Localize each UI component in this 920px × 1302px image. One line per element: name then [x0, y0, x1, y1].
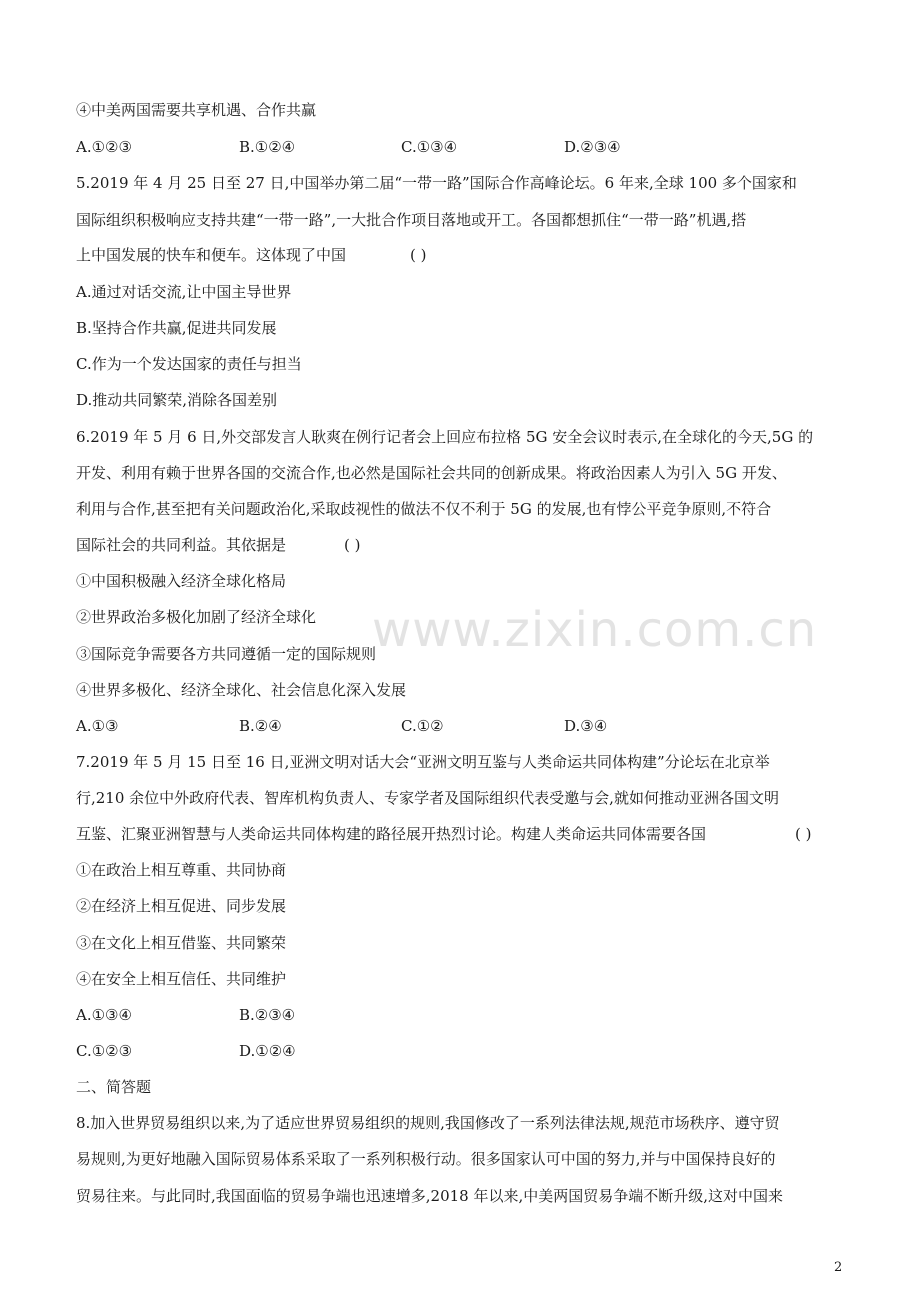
watermark: www.zixin.com.cn: [372, 602, 818, 658]
q4-option-d: D.②③④: [564, 138, 621, 156]
q6-option-c: C.①②: [401, 717, 444, 735]
q8-stem-line-3: 贸易往来。与此同时,我国面临的贸易争端也迅速增多,2018 年以来,中美两国贸易争端不断升级,这对中国来: [76, 1187, 784, 1205]
q7-option-a: A.①③④: [76, 1006, 132, 1024]
q7-stem-line-2: 行,210 余位中外政府代表、智库机构负责人、专家学者及国际组织代表受邀与会,就如何推动亚洲各国文明: [76, 789, 779, 807]
q6-option-b: B.②④: [239, 717, 282, 735]
page-number: 2: [834, 1260, 843, 1275]
q6-stem-line-4: 国际社会的共同利益。其依据是: [76, 536, 287, 554]
q6-stem-line-3: 利用与合作,甚至把有关问题政治化,采取歧视性的做法不仅不利于 5G 的发展,也有悖公平竞争原则,不符合: [76, 500, 772, 518]
q5-stem-line-3: 上中国发展的快车和便车。这体现了中国: [76, 246, 347, 264]
q7-item-2: ②在经济上相互促进、同步发展: [76, 897, 287, 915]
q4-option-a: A.①②③: [76, 138, 132, 156]
q7-item-4: ④在安全上相互信任、共同维护: [76, 970, 287, 988]
q7-option-d: D.①②④: [239, 1042, 296, 1060]
q6-item-2: ②世界政治多极化加剧了经济全球化: [76, 608, 317, 626]
q5-stem-line-2: 国际组织积极响应支持共建“一带一路”,一大批合作项目落地或开工。各国都想抓住“一带一路”机遇,搭: [76, 211, 747, 229]
q6-option-a: A.①③: [76, 717, 119, 735]
q6-stem-line-2: 开发、利用有赖于世界各国的交流合作,也必然是国际社会共同的创新成果。将政治因素人为引入 5G 开发、: [76, 464, 787, 482]
q5-stem-line-1: 5.2019 年 4 月 25 日至 27 日,中国举办第二届“一带一路”国际合作高峰论坛。6 年来,全球 100 多个国家和: [76, 174, 797, 192]
q4-option-b: B.①②④: [239, 138, 296, 156]
q4-item-4: ④中美两国需要共享机遇、合作共赢: [76, 101, 317, 119]
q4-option-c: C.①③④: [401, 138, 458, 156]
q7-answer-paren: ( ): [795, 825, 812, 843]
q7-stem-line-3: 互鉴、汇聚亚洲智慧与人类命运共同体构建的路径展开热烈讨论。构建人类命运共同体需要各国: [76, 825, 707, 843]
q6-option-d: D.③④: [564, 717, 608, 735]
q8-stem-line-1: 8.加入世界贸易组织以来,为了适应世界贸易组织的规则,我国修改了一系列法律法规,规范市场秩序、遵守贸: [76, 1114, 780, 1132]
q7-option-b: B.②③④: [239, 1006, 296, 1024]
q6-item-4: ④世界多极化、经济全球化、社会信息化深入发展: [76, 681, 407, 699]
q5-answer-paren: ( ): [410, 246, 427, 264]
q6-answer-paren: ( ): [344, 536, 361, 554]
q8-stem-line-2: 易规则,为更好地融入国际贸易体系采取了一系列积极行动。很多国家认可中国的努力,并与中国保持良好的: [76, 1150, 776, 1168]
q5-option-c: C.作为一个发达国家的责任与担当: [76, 355, 302, 373]
q6-item-3: ③国际竞争需要各方共同遵循一定的国际规则: [76, 645, 377, 663]
q7-item-3: ③在文化上相互借鉴、共同繁荣: [76, 934, 287, 952]
q7-stem-line-1: 7.2019 年 5 月 15 日至 16 日,亚洲文明对话大会“亚洲文明互鉴与人类命运共同体构建”分论坛在北京举: [76, 753, 770, 771]
q7-option-c: C.①②③: [76, 1042, 133, 1060]
q7-item-1: ①在政治上相互尊重、共同协商: [76, 861, 287, 879]
section-heading: 二、简答题: [76, 1078, 152, 1096]
q5-option-d: D.推动共同繁荣,消除各国差别: [76, 391, 278, 409]
q6-stem-line-1: 6.2019 年 5 月 6 日,外交部发言人耿爽在例行记者会上回应布拉格 5G 安全会议时表示,在全球化的今天,5G 的: [76, 428, 814, 446]
q6-item-1: ①中国积极融入经济全球化格局: [76, 572, 287, 590]
q5-option-a: A.通过对话交流,让中国主导世界: [76, 283, 292, 301]
q5-option-b: B.坚持合作共赢,促进共同发展: [76, 319, 277, 337]
